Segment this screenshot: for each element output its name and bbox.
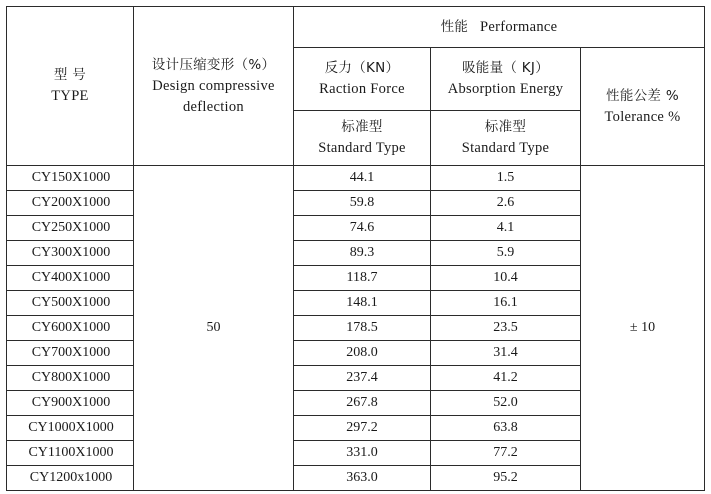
cell-type: CY250X1000 [7, 216, 134, 241]
cell-type: CY150X1000 [7, 166, 134, 191]
cell-type: CY200X1000 [7, 191, 134, 216]
cell-energy: 16.1 [431, 291, 581, 316]
cell-force: 148.1 [294, 291, 431, 316]
cell-deflection-value: 50 [134, 166, 294, 491]
header-type-en: TYPE [51, 88, 89, 104]
cell-force: 363.0 [294, 466, 431, 491]
cell-energy: 5.9 [431, 241, 581, 266]
cell-type: CY400X1000 [7, 266, 134, 291]
header-tolerance [581, 48, 705, 166]
header-energy-standard-en: Standard Type [461, 140, 550, 156]
cell-force: 59.8 [294, 191, 431, 216]
header-deflection-en-2: deflection [183, 98, 244, 115]
header-force-standard-en: Standard Type [318, 140, 406, 156]
header-type [7, 7, 134, 166]
cell-force: 74.6 [294, 216, 431, 241]
header-performance [294, 7, 705, 48]
header-force-en: Raction Force [319, 81, 405, 97]
cell-force: 178.5 [294, 316, 431, 341]
cell-type: CY700X1000 [7, 341, 134, 366]
header-energy-standard [431, 111, 581, 166]
cell-energy: 1.5 [431, 166, 581, 191]
header-energy-cn: 吸能量（ KJ） [461, 60, 550, 76]
header-energy-en: Absorption Energy [447, 81, 564, 97]
cell-energy: 63.8 [431, 416, 581, 441]
cell-force: 237.4 [294, 366, 431, 391]
header-performance-en: Performance [480, 18, 558, 35]
cell-type: CY1000X1000 [7, 416, 134, 441]
header-tolerance-cn: 性能公差 % [606, 87, 679, 104]
header-tolerance-en: Tolerance % [604, 108, 681, 125]
cell-type: CY500X1000 [7, 291, 134, 316]
cell-force: 208.0 [294, 341, 431, 366]
cell-energy: 31.4 [431, 341, 581, 366]
cell-type: CY1100X1000 [7, 441, 134, 466]
cell-energy: 10.4 [431, 266, 581, 291]
cell-type: CY1200x1000 [7, 466, 134, 491]
spec-table-wrapper [6, 6, 705, 491]
header-performance-cn: 性能 [440, 18, 469, 35]
header-type-cn: 型 号 [53, 67, 87, 83]
table-row [7, 166, 705, 191]
cell-energy: 4.1 [431, 216, 581, 241]
cell-force: 297.2 [294, 416, 431, 441]
header-force-standard [294, 111, 431, 166]
cell-energy: 95.2 [431, 466, 581, 491]
cell-force: 331.0 [294, 441, 431, 466]
header-deflection-cn: 设计压缩变形（%） [151, 56, 276, 73]
header-deflection [134, 7, 294, 166]
cell-type: CY300X1000 [7, 241, 134, 266]
cell-tolerance-value: ± 10 [581, 166, 705, 491]
header-deflection-en-1: Design compressive [152, 77, 275, 94]
fender-spec-table [6, 6, 705, 491]
cell-type: CY900X1000 [7, 391, 134, 416]
cell-energy: 23.5 [431, 316, 581, 341]
cell-force: 267.8 [294, 391, 431, 416]
spec-table-body [7, 166, 705, 491]
cell-force: 118.7 [294, 266, 431, 291]
cell-force: 89.3 [294, 241, 431, 266]
cell-energy: 41.2 [431, 366, 581, 391]
cell-type: CY600X1000 [7, 316, 134, 341]
header-energy [431, 48, 581, 111]
cell-force: 44.1 [294, 166, 431, 191]
header-force-standard-cn: 标准型 [341, 119, 383, 135]
cell-type: CY800X1000 [7, 366, 134, 391]
header-energy-standard-cn: 标准型 [484, 119, 527, 135]
cell-energy: 2.6 [431, 191, 581, 216]
header-force-cn: 反力（KN） [324, 60, 400, 76]
cell-energy: 77.2 [431, 441, 581, 466]
cell-energy: 52.0 [431, 391, 581, 416]
header-force [294, 48, 431, 111]
